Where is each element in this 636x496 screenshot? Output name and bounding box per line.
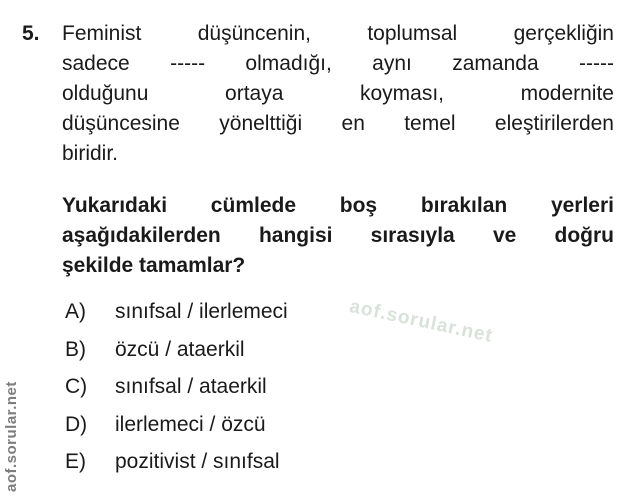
- option-c-text: sınıfsal / ataerkil: [115, 375, 267, 398]
- question-body-line: sadece ----- olmadığı, aynı zamanda -----: [62, 52, 614, 75]
- question-prompt-line: şekilde tamamlar?: [62, 254, 246, 277]
- option-b-letter: B): [65, 337, 86, 361]
- question-body-line: Feminist düşüncenin, toplumsal gerçekliğin: [62, 22, 614, 45]
- question-body-line: düşüncesine yönelttiği en temel eleştirilerden: [62, 112, 614, 135]
- question-body-line: olduğunu ortaya koyması, modernite: [62, 82, 614, 105]
- option-d-letter: D): [65, 412, 88, 436]
- question-body: [62, 19, 614, 169]
- option-d: [65, 411, 288, 439]
- question-prompt: [62, 191, 614, 281]
- option-e-text: pozitivist / sınıfsal: [115, 450, 280, 473]
- option-b-text: özcü / ataerkil: [115, 337, 245, 361]
- watermark-diagonal: aof.sorular.net: [347, 296, 495, 347]
- option-c-letter: C): [65, 375, 88, 398]
- option-e-letter: E): [65, 450, 86, 473]
- option-c: [65, 373, 288, 401]
- question-prompt-line: aşağıdakilerden hangisi sırasıyla ve doğru: [62, 224, 614, 247]
- watermark-vertical: aof.sorular.net: [3, 381, 20, 492]
- question-number: 5.: [22, 22, 40, 45]
- question-body-line: biridir.: [62, 142, 119, 165]
- option-d-text: ilerlemeci / özcü: [115, 412, 266, 436]
- question-prompt-line: Yukarıdaki cümlede boş bırakılan yerleri: [62, 194, 614, 217]
- option-b: [65, 336, 288, 364]
- answer-options: [65, 298, 288, 486]
- option-a-text: sınıfsal / ilerlemeci: [115, 300, 288, 323]
- option-a-letter: A): [65, 300, 86, 323]
- option-a: [65, 298, 288, 326]
- option-e: [65, 448, 288, 476]
